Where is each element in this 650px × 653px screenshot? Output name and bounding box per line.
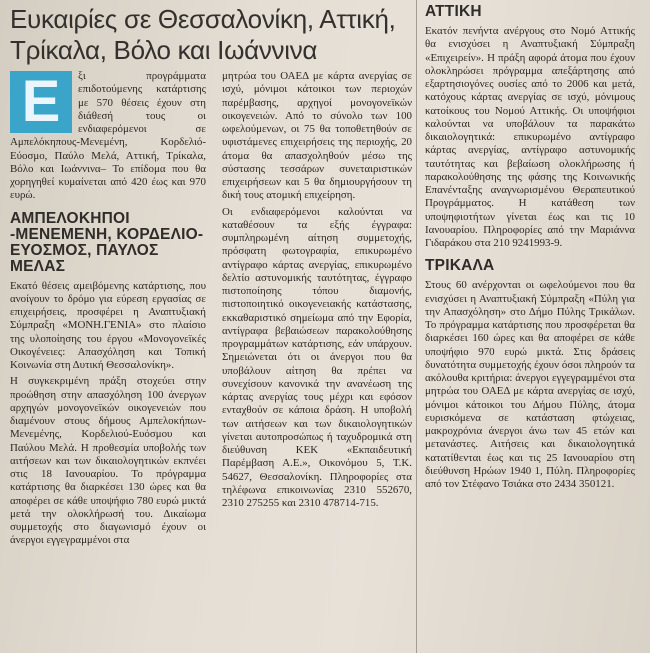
section-title-attiki: ΑΤΤΙΚΗ: [425, 3, 482, 20]
column-middle: [222, 70, 412, 513]
section-title-ampelokipoi: ΑΜΠΕΛΟΚΗΠΟΙ -ΜΕΝΕΜΕΝΗ, ΚΟΡΔΕΛΙΟ-ΕΥΟΣΜΟΣ, ΠΑΥΛΟΣ ΜΕΛΑΣ: [10, 209, 204, 275]
intro-paragraph: ξι προγράμματα επιδοτούμενης κατάρτισης με 570 θέσεις έχουν στη διάθεσή τους οι ενδιαφερόμενοι σε Αμπελόκηπους-Μενεμένη, Κορδελιό-Εύοσμο, Παύλο Μελά, Αττική, Τρίκαλα, Βόλο και Ιωάννινα– Το επίδομα που θα χορηγηθεί κυμαίνεται από 420 έως και 970 ευρώ.: [10, 70, 206, 202]
column-right: [425, 4, 635, 494]
article-headline: Ευκαιρίες σε Θεσσαλονίκη, Αττική, Τρίκαλα, Βόλο και Ιωάννινα: [10, 4, 396, 65]
section3-paragraph: Στους 60 ανέρχονται οι ωφελούμενοι που θα ενισχύσει η Αναπτυξιακή Σύμπραξη «Πύλη για την Απασχόληση» στο Δήμο Πύλης Τρικάλων. Το πρόγραμμα κατάρτισης που προσφέρεται θα διαρκέσει 160 ώρες και θα αποφέρει σε κάθε υποψήφιο 970 ευρώ μικτά. Στις δράσεις δυνατότητα συμμετοχής έχουν όσοι πληρούν τα ακόλουθα κριτήρια: άνεργοι εγγεγραμμένοι στα μητρώα του ΟΑΕΔ με κάρτα ανεργίας σε ισχύ, μόνιμοι κάτοικοι του Δήμου Πύλης, άτομα ευρισκόμενα σε κατάσταση φτώχειας, μακροχρόνια άνεργοι άνω των 45 ετών και μετανάστες. Αιτήσεις και δικαιολογητικά κατατίθενται έως και τις 25 Ιανουαρίου στη διεύθυνση Ηρώων 1940 1, Πύλη. Πληροφορίες από τον Στέφανο Τσιάκα στο 2434 350121.: [425, 279, 635, 490]
section1-paragraph-3: μητρώα του ΟΑΕΔ με κάρτα ανεργίας σε ισχύ, μόνιμοι κάτοικοι των περιοχών παρέμβασης, αρχηγοί μονογονεϊκών οικογενειών. Από το σύνολο των 100 ωφελούμενων, οι 75 θα τοποθετηθούν σε υφιστάμενες επιχειρήσεις της περιοχής, 20 άτομα θα απασχοληθούν μέσω της σύστασης τεσσάρων συνεταιριστικών επιχειρήσεων και 5 θα δημιουργήσουν τη δική τους ατομική επιχείρηση.: [222, 70, 412, 202]
drop-cap: Ε: [10, 71, 72, 133]
section1-paragraph-1: Εκατό θέσεις αμειβόμενης κατάρτισης, που ανοίγουν το δρόμο για εύρεση εργασίας σε επιχειρήσεις, προσφέρει η Αναπτυξιακή Σύμπραξη «ΜΟΝΗ.ΓΕΝΙΑ» στο πλαίσιο της υλοποίησης του έργου «Μονογονεϊκές Οικογένειες: Απασχόληση και Τοπική Κοινωνία στη Δυτική Θεσσαλονίκη».: [10, 279, 206, 371]
column-left: [10, 70, 206, 551]
section2-paragraph: Εκατόν πενήντα ανέργους στο Νομό Αττικής θα ενισχύσει η Αναπτυξιακή Σύμπραξη «Επιχειρείν». Η πράξη αφορά άτομα που έχουν ολοκληρώσει πρόγραμμα απεξάρτησης από εξαρτησιογόνες ουσίες από το 2006 και μετά, κατόχους κάρτας ανεργίας σε ισχύ, μόνιμους κατοίκους του Νομού Αττικής. Οι υποψήφιοι καλούνται να υποβάλουν τα παρακάτω δικαιολογητικά: επικυρωμένο αντίγραφο κάρτας ανεργίας, αντίγραφο αστυνομικής ταυτότητας και βεβαίωση ολοκλήρωσης ή παρακολούθησης της φάσης της Κοινωνικής Επανένταξης αναγνωρισμένου Θεραπευτικού Προγράμματος. Η κατάθεση των υποψηφιοτήτων γίνεται έως και τις 10 Ιανουαρίου. Πληροφορίες από την Μαριάννα Γιδαράκου στα 210 9241993-9.: [425, 25, 635, 249]
column-divider: [416, 0, 417, 653]
section1-paragraph-4: Οι ενδιαφερόμενοι καλούνται να καταθέσουν τα εξής έγγραφα: συμπληρωμένη αίτηση συμμετοχής, πρόσφατη φωτογραφία, επικυρωμένο αντίγραφο κάρτας ανεργίας, επικυρωμένο δελτίο αστυνομικής ταυτότητας, έγγραφο πιστοποίησης τόπου διαμονής, πιστοποιητικό οικογενειακής κατάστασης, εκκαθαριστικό σημείωμα από την Εφορία, αντίγραφα βεβαιώσεων παρακολούθησης προγραμμάτων κατάρτισης, εάν υπάρχουν. Σημειώνεται ότι οι άνεργοι που θα υποβάλουν αίτηση θα πρέπει να συνεχίσουν κανονικά την ανανέωση της κάρτας ανεργίας τους μέχρι και εφόσον ενταχθούν σε κάποια δράση. Η υποβολή των αιτήσεων και των δικαιολογητικών γίνεται αυτοπροσώπως ή ταχυδρομικά στη διεύθυνση ΚΕΚ «Εκπαιδευτική Παρέμβαση Α.Ε.», Οικονόμου 5, Τ.Κ. 54627, Θεσσαλονίκη. Πληροφορίες στα τηλέφωνα επικοινωνίας 2310 552670, 2310 275255 και 2310 478714-715.: [222, 205, 412, 509]
section-title-trikala: ΤΡΙΚΑΛΑ: [425, 257, 495, 275]
section1-paragraph-2: Η συγκεκριμένη πράξη στοχεύει στην προώθηση στην απασχόληση 100 άνεργων αρχηγών μονογονεϊκών οικογενειών που διαμένουν στους δήμους Αμπελοκήπων-Μενεμένης, Κορδελιού-Ευόσμου και Παύλου Μελά. Η προθεσμία υποβολής των αιτήσεων και των δικαιολογητικών εκπνέει στις 18 Ιανουαρίου. Το πρόγραμμα κατάρτισης θα διαρκέσει 130 ώρες και θα αποφέρει σε κάθε υποψήφιο 780 ευρώ μικτά μετά την ολοκλήρωσή του. Δικαίωμα συμμετοχής στο διαγωνισμό έχουν οι άνεργοι εγγεγραμμένοι στα: [10, 375, 206, 547]
